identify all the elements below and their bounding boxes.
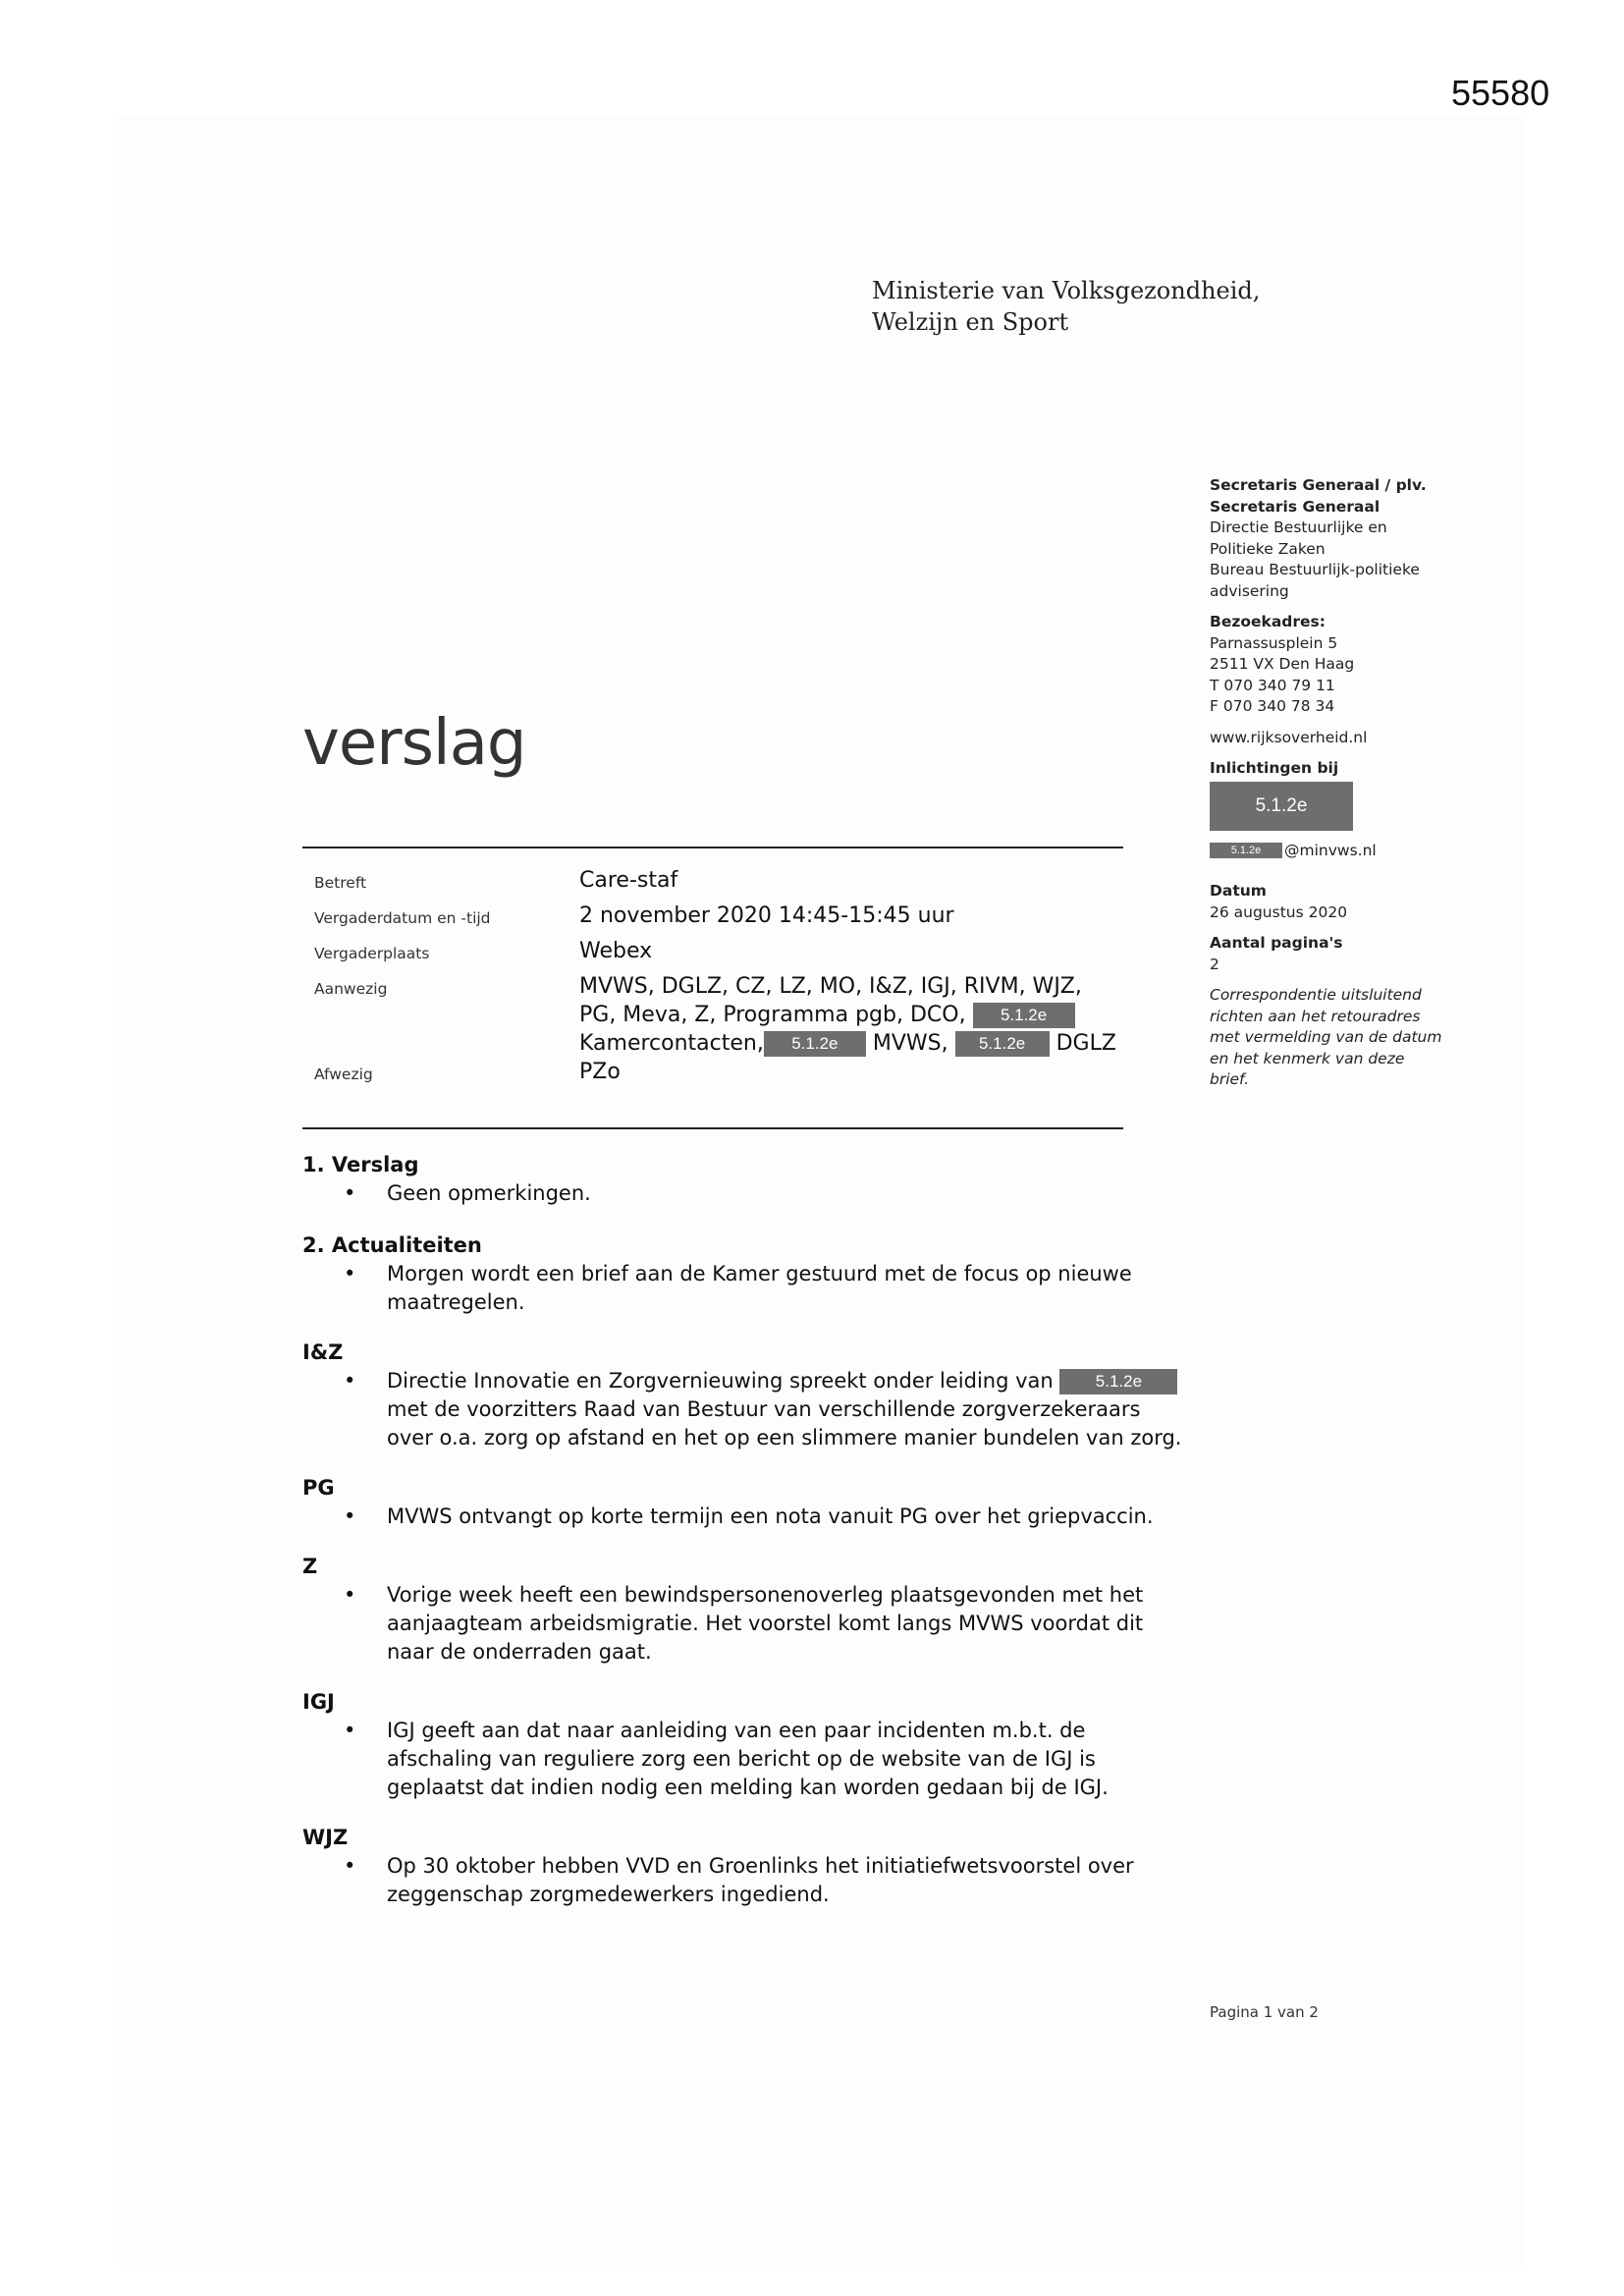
absent-row: [314, 1058, 1119, 1086]
datetime-value: 2 november 2020 14:45-15:45 uur: [579, 903, 954, 928]
absent-label: Afwezig: [314, 1066, 373, 1083]
document-number: 55580: [1451, 73, 1550, 113]
sidebar-org-2: Secretaris Generaal: [1210, 497, 1380, 516]
redaction-block: 5.1.2e: [764, 1031, 866, 1057]
redaction-block: 5.1.2e: [973, 1003, 1075, 1028]
bullet-list: [302, 1260, 1186, 1317]
address-line: Parnassusplein 5: [1210, 633, 1338, 652]
sidebar-dept-line: advisering: [1210, 581, 1289, 600]
present-row: [314, 972, 1119, 1058]
present-line-3b: MVWS,: [872, 1031, 948, 1056]
redaction-block: 5.1.2e: [1059, 1369, 1177, 1394]
absent-value: PZo: [579, 1060, 621, 1084]
list-item-text: Directie Innovatie en Zorgvernieuwing spreekt onder leiding van: [387, 1369, 1054, 1393]
section-heading: WJZ: [302, 1826, 349, 1849]
correspondence-note: met vermelding van de datum: [1210, 1028, 1442, 1046]
sidebar-info: [1210, 475, 1465, 1091]
sidebar-dept-line: Bureau Bestuurlijk-politieke: [1210, 561, 1420, 578]
divider-top: [302, 847, 1123, 848]
section-heading: 2. Actualiteiten: [302, 1233, 482, 1257]
list-item: [302, 1367, 1186, 1452]
present-line-2: PG, Meva, Z, Programma pgb, DCO,: [579, 1003, 966, 1027]
place-value: Webex: [579, 939, 653, 963]
bullet-list: [302, 1717, 1186, 1802]
section-heading: PG: [302, 1476, 335, 1500]
datetime-label: Vergaderdatum en -tijd: [314, 909, 491, 927]
redaction-block: 5.1.2e: [955, 1031, 1050, 1057]
ministry-name-line-1: Ministerie van Volksgezondheid,: [872, 277, 1261, 304]
section-heading: I&Z: [302, 1340, 344, 1364]
datetime-row: [314, 902, 1119, 930]
correspondence-note: brief.: [1210, 1070, 1250, 1088]
subject-label: Betreft: [314, 874, 367, 892]
list-item-text: met de voorzitters Raad van Bestuur van verschillende zorgverzekeraars over o.a. zorg op afstand en het op een slimmere manier bundelen van zorg.: [387, 1397, 1182, 1449]
website-link[interactable]: www.rijksoverheid.nl: [1210, 728, 1368, 746]
visit-address-label: Bezoekadres:: [1210, 613, 1326, 630]
list-item: • Geen opmerkingen.: [302, 1179, 1186, 1208]
document-title: verslag: [302, 707, 526, 780]
date-value: 26 augustus 2020: [1210, 902, 1348, 921]
place-label: Vergaderplaats: [314, 945, 430, 962]
pages-label: Aantal pagina's: [1210, 934, 1343, 952]
sidebar-dept-line: Politieke Zaken: [1210, 539, 1326, 558]
list-item: • IGJ geeft aan dat naar aanleiding van een paar incidenten m.b.t. de afschaling van reguliere zorg een bericht op de website van de IGJ is geplaatst dat indien nodig een melding kan worden gedaan bij de IGJ.: [302, 1717, 1186, 1802]
date-label: Datum: [1210, 882, 1267, 900]
present-value: [579, 972, 1119, 1058]
email-suffix: @minvws.nl: [1284, 841, 1377, 859]
list-item: • Vorige week heeft een bewindspersonenoverleg plaatsgevonden met het aanjaagteam arbeidsmigratie. Het voorstel komt langs MVWS voordat dit naar de onderraden gaat.: [302, 1581, 1186, 1667]
bullet-list: [302, 1367, 1186, 1452]
present-line-3c: DGLZ: [1056, 1031, 1116, 1056]
present-line-1: MVWS, DGLZ, CZ, LZ, MO, I&Z, IGJ, RIVM, WJZ,: [579, 974, 1082, 999]
correspondence-note: richten aan het retouradres: [1210, 1007, 1421, 1025]
section-heading: IGJ: [302, 1690, 335, 1714]
subject-row: [314, 866, 1119, 895]
sidebar-org-1: Secretaris Generaal / plv.: [1210, 476, 1427, 494]
address-line: T 070 340 79 11: [1210, 676, 1335, 694]
sidebar-dept-line: Directie Bestuurlijke en: [1210, 519, 1387, 536]
bullet-list: [302, 1581, 1186, 1667]
pages-value: 2: [1210, 955, 1219, 973]
subject-value: Care-staf: [579, 868, 678, 893]
list-item: • Morgen wordt een brief aan de Kamer gestuurd met de focus op nieuwe maatregelen.: [302, 1260, 1186, 1317]
info-label: Inlichtingen bij: [1210, 759, 1339, 777]
list-item: • MVWS ontvangt op korte termijn een nota vanuit PG over het griepvaccin.: [302, 1503, 1186, 1531]
meeting-details: [314, 866, 1119, 1086]
address-line: 2511 VX Den Haag: [1210, 655, 1355, 673]
present-label: Aanwezig: [314, 980, 388, 998]
place-row: [314, 937, 1119, 965]
correspondence-note: en het kenmerk van deze: [1210, 1049, 1405, 1067]
ministry-name-line-2: Welzijn en Sport: [872, 308, 1069, 336]
list-item: • Op 30 oktober hebben VVD en Groenlinks het initiatiefwetsvoorstel over zeggenschap zorgmedewerkers ingediend.: [302, 1852, 1186, 1909]
page-number: Pagina 1 van 2: [1210, 2003, 1319, 2021]
ministry-logo-text: [872, 275, 1260, 338]
present-line-3a: Kamercontacten,: [579, 1031, 764, 1056]
minutes-body: [302, 1151, 1186, 1909]
section-heading: 1. Verslag: [302, 1153, 419, 1176]
divider-bottom: [302, 1127, 1123, 1129]
correspondence-note: Correspondentie uitsluitend: [1210, 986, 1422, 1004]
bullet-list: [302, 1503, 1186, 1531]
section-heading: Z: [302, 1555, 318, 1578]
bullet-list: [302, 1852, 1186, 1909]
redaction-block: 5.1.2e: [1210, 843, 1282, 858]
bullet-list: [302, 1179, 1186, 1208]
address-line: F 070 340 78 34: [1210, 697, 1335, 715]
redaction-block: 5.1.2e: [1210, 782, 1353, 831]
